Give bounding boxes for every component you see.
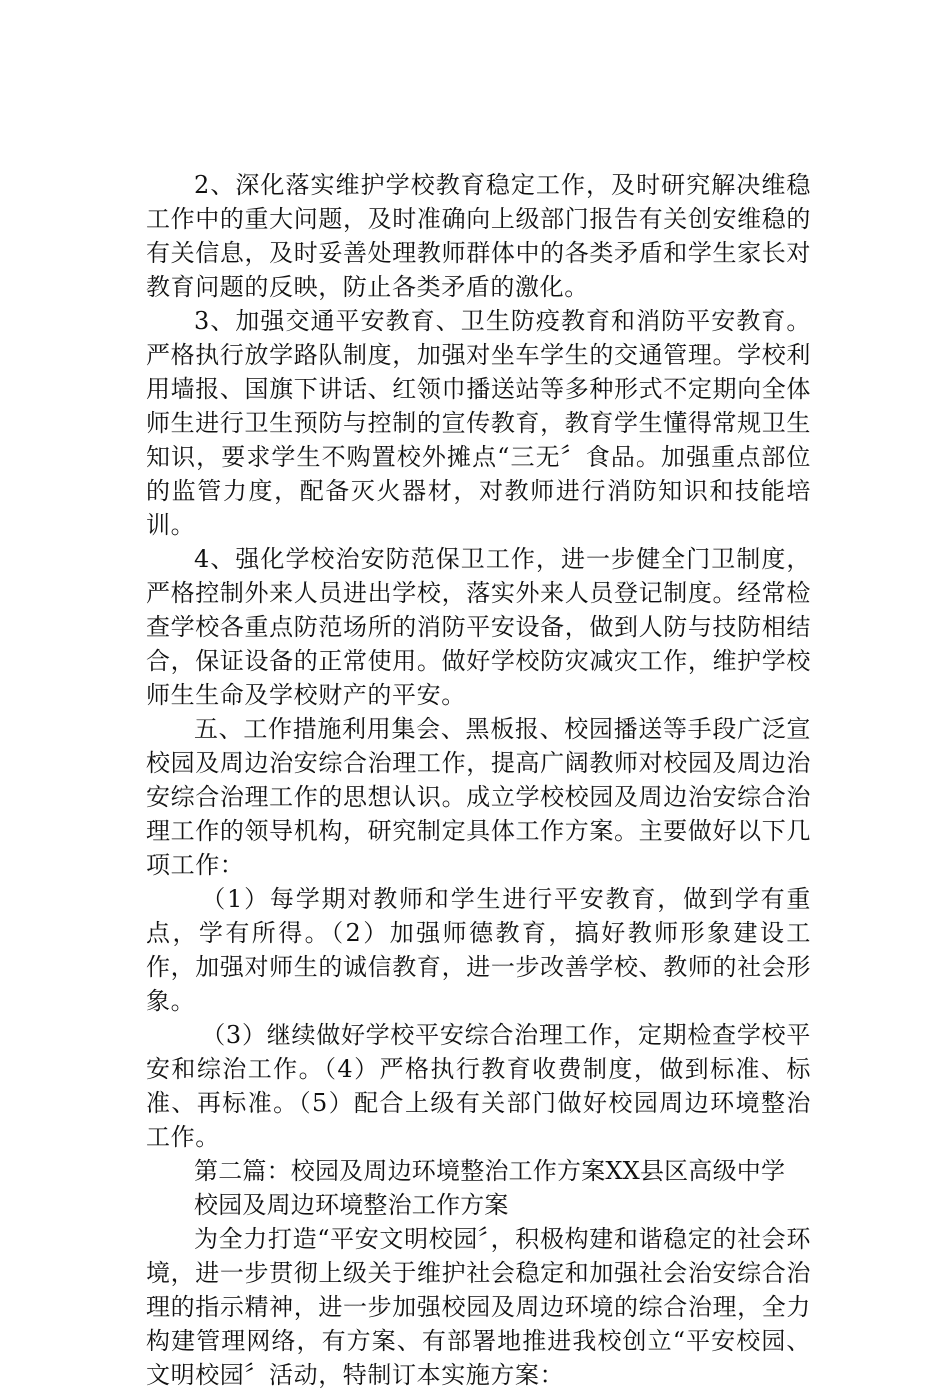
section-heading-line-1: 第二篇：校园及周边环境整治工作方案XX县区高级中学 [194, 1157, 786, 1185]
paragraph-security-guard: 4、强化学校治安防范保卫工作，进一步健全门卫制度，严格控制外来人员进出学校，落实外来人员登记制度。经常检查学校各重点防范场所的消防平安设备，做到人防与技防相结合，保证设备的正常使用。做好学校防灾减灾工作，维护学校师生生命及学校财产的平安。 [146, 545, 811, 709]
paragraph-plan-intro: 为全力打造“平安文明校园〞，积极构建和谐稳定的社会环境，进一步贯彻上级关于维护社会稳定和加强社会治安综合治理的指示精神，进一步加强校园及周边环境的综合治理，全力构建管理网络，有方案、有部署地推进我校创立“平安校园、文明校园〞活动，特制订本实施方案： [146, 1225, 811, 1389]
document-body [146, 168, 811, 1392]
paragraph-stability-work: 2、深化落实维护学校教育稳定工作，及时研究解决维稳工作中的重大问题，及时准确向上级部门报告有关创安维稳的有关信息，及时妥善处理教师群体中的各类矛盾和学生家长对教育问题的反映，防止各类矛盾的激化。 [146, 171, 811, 301]
section-heading-line-2: 校园及周边环境整治工作方案 [194, 1191, 509, 1219]
section-heading [146, 1154, 811, 1222]
paragraph-work-measures: 五、工作措施利用集会、黑板报、校园播送等手段广泛宣校园及周边治安综合治理工作，提高广阔教师对校园及周边治安综合治理工作的思想认识。成立学校校园及周边治安综合治理工作的领导机构，研究制定具体工作方案。主要做好以下几项工作： [146, 715, 811, 879]
paragraph-traffic-safety: 3、加强交通平安教育、卫生防疫教育和消防平安教育。严格执行放学路队制度，加强对坐车学生的交通管理。学校利用墙报、国旗下讲话、红领巾播送站等多种形式不定期向全体师生进行卫生预防与控制的宣传教育，教育学生懂得常规卫生知识，要求学生不购置校外摊点“三无〞食品。加强重点部位的监管力度，配备灭火器材，对教师进行消防知识和技能培训。 [146, 307, 811, 539]
paragraph-items-3-5: （3）继续做好学校平安综合治理工作，定期检查学校平安和综治工作。（4）严格执行教育收费制度，做到标准、标准、再标准。（5）配合上级有关部门做好校园周边环境整治工作。 [146, 1021, 811, 1151]
paragraph-items-1-2: （1）每学期对教师和学生进行平安教育，做到学有重点，学有所得。（2）加强师德教育，搞好教师形象建设工作，加强对师生的诚信教育，进一步改善学校、教师的社会形象。 [146, 885, 811, 1015]
